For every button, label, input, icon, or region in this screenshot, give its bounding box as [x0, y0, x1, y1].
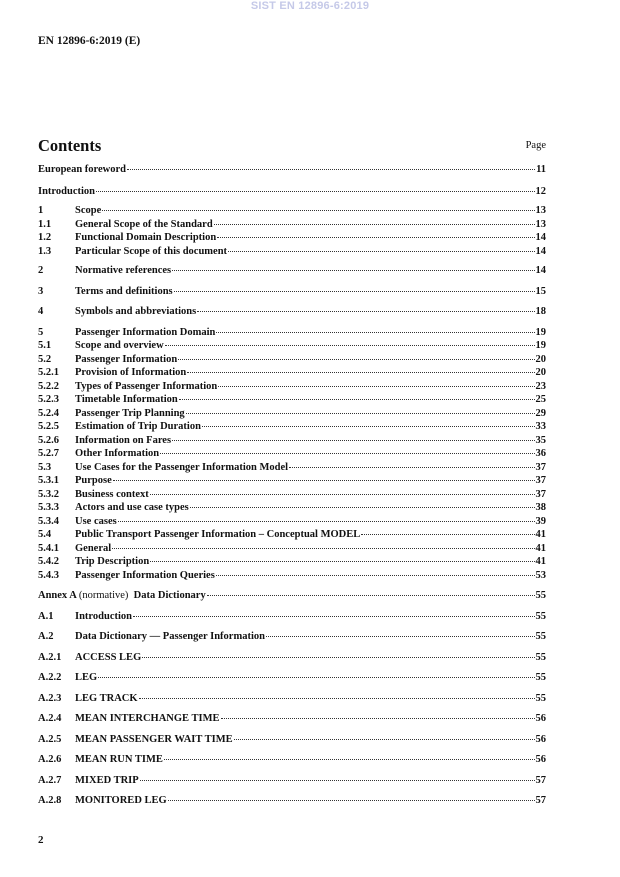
toc-entry-title: MEAN RUN TIME: [75, 754, 163, 765]
toc-entry-title: Purpose: [75, 475, 112, 486]
toc-entry-number: 5.2.7: [38, 448, 59, 459]
toc-entry[interactable]: [38, 692, 546, 706]
toc-entry-title: MEAN INTERCHANGE TIME: [75, 713, 220, 724]
toc-entry-page: 14: [535, 232, 546, 243]
toc-entry-number: A.2: [38, 631, 54, 642]
toc-entry-page: 11: [536, 164, 546, 175]
toc-entry[interactable]: [38, 185, 546, 199]
dot-leader: [150, 494, 535, 495]
toc-entry-page: 41: [535, 529, 546, 540]
dot-leader: [217, 237, 534, 238]
page-column-label: Page: [525, 140, 546, 151]
toc-entry-page: 13: [535, 205, 546, 216]
dot-leader: [214, 224, 535, 225]
dot-leader: [178, 359, 534, 360]
annex-note: (normative): [78, 590, 129, 601]
toc-entry-page: 33: [535, 421, 546, 432]
toc-entry[interactable]: [38, 245, 546, 259]
toc-entry-number: A.2.4: [38, 713, 62, 724]
toc-entry[interactable]: [38, 461, 546, 475]
toc-entry-title: Actors and use case types: [75, 502, 189, 513]
dot-leader: [164, 759, 535, 760]
toc-entry-page: 55: [535, 672, 546, 683]
toc-entry-title: Use cases: [75, 515, 117, 527]
toc-entry-page: 23: [535, 380, 546, 392]
toc-entry[interactable]: [38, 515, 546, 529]
toc-entry-number: 1.3: [38, 245, 52, 257]
toc-entry-page: 55: [535, 692, 546, 704]
toc-entry-number: A.2.1: [38, 651, 62, 663]
toc-entry-number: A.2.8: [38, 795, 62, 806]
dot-leader: [96, 191, 535, 192]
toc-entry[interactable]: [38, 569, 546, 583]
toc-entry-page: 56: [535, 733, 546, 745]
toc-entry[interactable]: [38, 488, 546, 502]
toc-entry-title: Types of Passenger Information: [75, 380, 218, 392]
toc-entry-title: ACCESS LEG: [75, 651, 142, 663]
toc-entry-number: 2: [38, 265, 44, 276]
toc-entry[interactable]: [38, 326, 546, 340]
toc-entry-number: 5.2.1: [38, 367, 59, 378]
toc-entry-number: 5.2.5: [38, 421, 59, 432]
toc-entry-number: 5.1: [38, 340, 52, 351]
dot-leader: [168, 800, 535, 801]
toc-entry-number: 5.3.1: [38, 475, 59, 486]
toc-entry-number: 1.1: [38, 218, 52, 230]
dot-leader: [118, 521, 535, 522]
toc-entry-number: 5.3.2: [38, 488, 59, 500]
watermark: SIST EN 12896-6:2019: [250, 0, 370, 12]
toc-entry-page: 18: [535, 306, 546, 317]
toc-entry-page: 12: [535, 185, 546, 197]
table-of-contents: [38, 163, 546, 808]
dot-leader: [98, 677, 534, 678]
toc-entry-title: Trip Description: [75, 556, 150, 567]
dot-leader: [140, 780, 535, 781]
toc-entry-number: 5.3.4: [38, 515, 59, 527]
toc-entry[interactable]: [38, 447, 546, 461]
dot-leader: [266, 636, 535, 637]
toc-entry-page: 29: [535, 407, 546, 419]
page-title: Contents: [38, 136, 102, 155]
toc-entry-page: 37: [535, 488, 546, 500]
toc-entry[interactable]: [38, 420, 546, 434]
toc-entry-number: 5.2.6: [38, 434, 59, 446]
toc-entry-page: 37: [535, 475, 546, 486]
dot-leader: [174, 291, 535, 292]
toc-entry-number: 5.2.3: [38, 394, 59, 405]
dot-leader: [186, 413, 535, 414]
dot-leader: [142, 657, 534, 658]
toc-entry-number: A.1: [38, 610, 54, 622]
toc-entry-page: 19: [535, 340, 546, 351]
toc-entry[interactable]: [38, 393, 546, 407]
toc-entry-number: 5.2: [38, 353, 52, 365]
toc-entry-page: 41: [535, 556, 546, 567]
toc-entry-page: 55: [535, 590, 546, 601]
toc-entry-title: European foreword: [38, 164, 126, 175]
toc-entry-page: 53: [535, 569, 546, 581]
toc-entry[interactable]: [38, 774, 546, 788]
toc-entry-number: A.2.7: [38, 774, 62, 786]
toc-entry[interactable]: [38, 264, 546, 278]
toc-entry-title: Introduction: [38, 185, 95, 197]
toc-entry-title: Symbols and abbreviations: [75, 306, 197, 317]
toc-entry-page: 57: [535, 795, 546, 806]
toc-entry-number: A.2.2: [38, 672, 62, 683]
dot-leader: [216, 332, 534, 333]
toc-entry-page: 36: [535, 448, 546, 459]
toc-entry[interactable]: [38, 733, 546, 747]
dot-leader: [289, 467, 534, 468]
toc-entry[interactable]: [38, 407, 546, 421]
toc-entry[interactable]: [38, 528, 546, 542]
toc-entry-page: 13: [535, 218, 546, 230]
dot-leader: [160, 453, 534, 454]
dot-leader: [228, 251, 534, 252]
toc-entry-title: Provision of Information: [75, 367, 187, 378]
toc-entry-page: 25: [535, 394, 546, 405]
dot-leader: [207, 595, 535, 596]
toc-entry-page: 37: [535, 461, 546, 473]
toc-entry-number: 1: [38, 205, 44, 216]
dot-leader: [202, 426, 535, 427]
toc-entry-title: Use Cases for the Passenger Information Model: [75, 461, 289, 473]
toc-entry-title: Scope and overview: [75, 340, 164, 351]
toc-entry[interactable]: [38, 339, 546, 353]
toc-entry[interactable]: [38, 753, 546, 767]
toc-entry-number: 3: [38, 285, 44, 297]
toc-entry-page: 39: [535, 515, 546, 527]
toc-entry[interactable]: [38, 204, 546, 218]
dot-leader: [221, 718, 535, 719]
toc-entry-page: 14: [535, 265, 546, 276]
toc-entry-title: Business context: [75, 488, 149, 500]
toc-entry-title: Estimation of Trip Duration: [75, 421, 201, 432]
toc-entry[interactable]: [38, 218, 546, 232]
dot-leader: [127, 169, 535, 170]
toc-entry[interactable]: [38, 555, 546, 569]
toc-entry-title: Passenger Information: [75, 353, 178, 365]
toc-entry[interactable]: [38, 353, 546, 367]
toc-entry-title: Normative references: [75, 265, 172, 276]
toc-entry-page: 20: [535, 367, 546, 378]
toc-entry-title: MEAN PASSENGER WAIT TIME: [75, 733, 233, 745]
toc-entry-title: LEG: [75, 672, 98, 683]
toc-entry[interactable]: [38, 231, 546, 245]
toc-entry-title: Particular Scope of this document: [75, 245, 228, 257]
dot-leader: [216, 575, 535, 576]
toc-entry-title: Terms and definitions: [75, 285, 173, 297]
toc-entry-number: A.2.5: [38, 733, 62, 745]
toc-entry-page: 55: [535, 631, 546, 642]
toc-entry[interactable]: [38, 501, 546, 515]
toc-entry-title: Passenger Information Queries: [75, 569, 215, 581]
toc-entry-title: Functional Domain Description: [75, 232, 217, 243]
toc-entry-page: 56: [535, 754, 546, 765]
annex-label: Annex A: [38, 590, 77, 601]
toc-entry-title: MIXED TRIP: [75, 774, 139, 786]
toc-entry-number: 1.2: [38, 232, 52, 243]
toc-entry[interactable]: [38, 285, 546, 299]
toc-entry[interactable]: [38, 380, 546, 394]
toc-entry-title: LEG TRACK: [75, 692, 138, 704]
toc-entry-title: Other Information: [75, 448, 160, 459]
dot-leader: [133, 616, 535, 617]
toc-entry-title: Passenger Information Domain: [75, 326, 216, 338]
toc-entry-title: Data Dictionary — Passenger Information: [75, 631, 265, 642]
toc-entry-number: 5: [38, 326, 44, 338]
toc-entry[interactable]: [38, 671, 546, 685]
dot-leader: [113, 480, 535, 481]
toc-entry-number: A.2.6: [38, 754, 62, 765]
toc-entry-title: MONITORED LEG: [75, 795, 167, 806]
toc-entry-number: 5.4.3: [38, 569, 59, 581]
toc-entry-number: 5.4.2: [38, 556, 59, 567]
toc-entry-page: 55: [535, 610, 546, 622]
dot-leader: [361, 534, 534, 535]
toc-entry-number: 5.2.2: [38, 380, 59, 392]
toc-entry-title: General Scope of the Standard: [75, 218, 213, 230]
toc-entry-title: General: [75, 542, 112, 554]
toc-entry-title: Information on Fares: [75, 434, 172, 446]
dot-leader: [179, 399, 535, 400]
dot-leader: [187, 372, 534, 373]
toc-entry-number: 4: [38, 306, 44, 317]
dot-leader: [190, 507, 535, 508]
dot-leader: [172, 440, 534, 441]
dot-leader: [139, 698, 535, 699]
toc-entry-page: 55: [535, 651, 546, 663]
toc-entry[interactable]: [38, 651, 546, 665]
toc-entry-title: Public Transport Passenger Information – Conceptual MODEL: [75, 529, 361, 540]
toc-entry-page: 35: [535, 434, 546, 446]
dot-leader: [172, 270, 534, 271]
toc-entry-page: 15: [535, 285, 546, 297]
toc-entry-title: Scope: [75, 205, 102, 216]
dot-leader: [197, 311, 534, 312]
toc-entry-page: 20: [535, 353, 546, 365]
dot-leader: [102, 210, 534, 211]
toc-entry-page: 14: [535, 245, 546, 257]
dot-leader: [234, 739, 535, 740]
toc-entry-number: 5.3.3: [38, 502, 59, 513]
toc-entry[interactable]: [38, 630, 546, 644]
toc-entry-title: Passenger Trip Planning: [75, 407, 185, 419]
toc-entry-title: Introduction: [75, 610, 132, 622]
toc-entry[interactable]: [38, 542, 546, 556]
toc-entry[interactable]: [38, 366, 546, 380]
annex-title: Data Dictionary: [133, 590, 206, 601]
toc-entry-title: Timetable Information: [75, 394, 178, 405]
toc-entry[interactable]: [38, 163, 546, 177]
toc-entry-page: 56: [535, 713, 546, 724]
toc-entry[interactable]: [38, 610, 546, 624]
toc-entry[interactable]: [38, 712, 546, 726]
toc-entry-number: A.2.3: [38, 692, 62, 704]
document-identifier: EN 12896-6:2019 (E): [38, 35, 141, 47]
toc-entry-page: 19: [535, 326, 546, 338]
toc-entry[interactable]: [38, 474, 546, 488]
toc-entry-number: 5.4.1: [38, 542, 59, 554]
toc-entry-page: 38: [535, 502, 546, 513]
toc-entry-number: 5.4: [38, 529, 52, 540]
toc-entry[interactable]: [38, 434, 546, 448]
toc-entry-page: 41: [535, 542, 546, 554]
dot-leader: [150, 561, 534, 562]
dot-leader: [165, 345, 535, 346]
toc-entry-page: 57: [535, 774, 546, 786]
toc-entry-title: [38, 589, 206, 603]
toc-entry[interactable]: [38, 589, 546, 603]
toc-entry-number: 5.2.4: [38, 407, 59, 419]
toc-entry[interactable]: [38, 305, 546, 319]
toc-entry[interactable]: [38, 794, 546, 808]
page-number: 2: [38, 834, 44, 846]
toc-entry-number: 5.3: [38, 461, 52, 473]
dot-leader: [218, 386, 534, 387]
dot-leader: [112, 548, 534, 549]
